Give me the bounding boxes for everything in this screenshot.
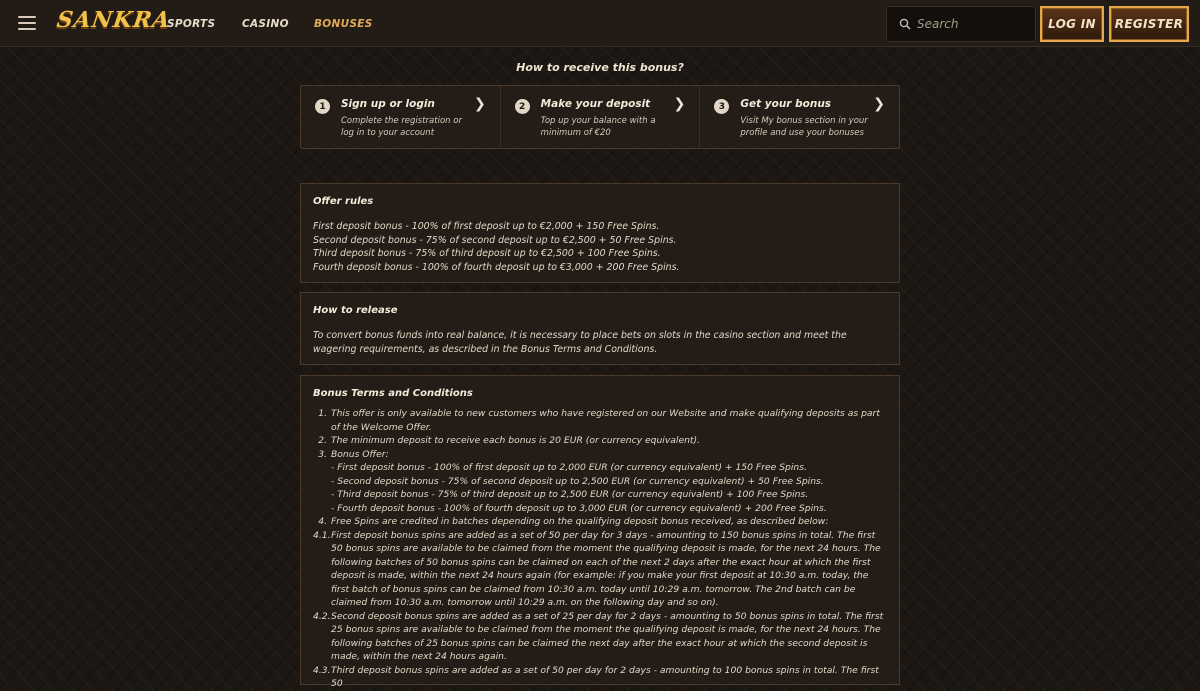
item-number: 4.2. xyxy=(313,610,331,622)
step-description: Visit My bonus section in your profile and use your bonuses xyxy=(740,116,868,138)
how-to-release-text: To convert bonus funds into real balance, it is necessary to place bets on slots in the casino section and meet the wagering requirements, as described in the Bonus Terms and Conditions. xyxy=(313,330,847,355)
list-item xyxy=(313,407,887,434)
step-title: Get your bonus xyxy=(740,98,832,110)
item-text: - Third deposit bonus - 75% of third deposit up to 2,500 EUR (or currency equivalent) + 100 Free Spins. xyxy=(331,489,809,500)
step-title: Make your deposit xyxy=(540,98,651,110)
list-item xyxy=(313,515,887,529)
terms-panel xyxy=(300,375,900,689)
step-number: 1 xyxy=(315,99,330,114)
item-text: Free Spins are credited in batches depending on the qualifying deposit bonus received, as described below: xyxy=(331,516,829,527)
how-to-release-title: How to release xyxy=(313,305,398,316)
search-icon xyxy=(899,18,911,30)
item-text: The minimum deposit to receive each bonus is 20 EUR (or currency equivalent). xyxy=(331,435,701,446)
terms-title: Bonus Terms and Conditions xyxy=(313,388,473,399)
logo[interactable]: SANKRA xyxy=(55,7,173,33)
offer-rule-line: Fourth deposit bonus - 100% of fourth deposit up to €3,000 + 200 Free Spins. xyxy=(313,261,680,273)
search-box[interactable] xyxy=(886,6,1036,42)
terms-list xyxy=(313,407,887,691)
step-number: 3 xyxy=(714,99,729,114)
nav-bonuses[interactable]: BONUSES xyxy=(314,18,373,30)
step-2[interactable] xyxy=(501,86,701,148)
item-text: Bonus Offer: xyxy=(331,448,389,460)
how-to-release-panel xyxy=(300,292,900,365)
item-number: 2. xyxy=(318,435,327,446)
step-description: Top up your balance with a minimum of €20 xyxy=(540,116,656,138)
step-number: 2 xyxy=(515,99,530,114)
list-item xyxy=(313,461,887,475)
item-number: 3. xyxy=(318,448,327,460)
item-number: 4.3. xyxy=(313,664,331,676)
step-description: Complete the registration or log in to your account xyxy=(341,116,462,138)
menu-icon[interactable] xyxy=(18,14,36,32)
offer-rule-line: First deposit bonus - 100% of first deposit up to €2,000 + 150 Free Spins. xyxy=(313,221,660,232)
item-text: - Fourth deposit bonus - 100% of fourth deposit up to 3,000 EUR (or currency equivalent) + 200 Free Spins. xyxy=(331,502,827,514)
item-number: 1. xyxy=(318,408,327,419)
step-title: Sign up or login xyxy=(341,98,435,110)
nav-sports[interactable]: SPORTS xyxy=(167,18,216,30)
how-to-receive-title: How to receive this bonus? xyxy=(516,61,684,74)
offer-rule-line: Second deposit bonus - 75% of second deposit up to €2,500 + 50 Free Spins. xyxy=(313,234,677,246)
offer-rule-line: Third deposit bonus - 75% of third deposit up to €2,500 + 100 Free Spins. xyxy=(313,248,661,259)
item-text: Third deposit bonus spins are added as a set of 50 per day for 2 days - amounting to 100 bonus spins in total. The first 50 xyxy=(331,664,879,689)
steps-panel xyxy=(300,85,900,149)
list-item xyxy=(313,502,887,516)
item-text: - First deposit bonus - 100% of first deposit up to 2,000 EUR (or currency equivalent) + 150 Free Spins. xyxy=(331,462,807,473)
list-item xyxy=(313,664,887,691)
chevron-right-icon: ❯ xyxy=(473,96,486,112)
item-text: This offer is only available to new customers who have registered on our Website and make qualifying deposits as part of the Welcome Offer. xyxy=(331,408,880,433)
item-text: - Second deposit bonus - 75% of second deposit up to 2,500 EUR (or currency equivalent) + 50 Free Spins. xyxy=(331,475,824,487)
top-header xyxy=(0,0,1200,47)
list-item xyxy=(313,529,887,610)
item-text: First deposit bonus spins are added as a set of 50 per day for 3 days - amounting to 150 bonus spins in total. The first 50 bonus spins are available to be claimed from the moment the qualifying deposit is made, for the next 24 hours. The following batches of 50 bonus spins can be claimed on each of the next 2 days after the exact hour at which the first deposit is made, within the next 24 hours again (for example: if you make your first deposit at 10:30 a.m. today, the first batch of bonus spins can be claimed from 10:30 a.m. today until 10:29 a.m. tomorrow. The 2nd batch can be claimed from 10:30 a.m. tomorrow until 10:29 a.m. on the following day and so on). xyxy=(331,529,881,608)
chevron-right-icon: ❯ xyxy=(873,96,886,112)
step-3[interactable] xyxy=(700,86,899,148)
register-button[interactable]: REGISTER xyxy=(1109,6,1189,42)
nav-casino[interactable]: CASINO xyxy=(242,18,289,30)
list-item xyxy=(313,610,887,664)
chevron-right-icon: ❯ xyxy=(673,96,686,112)
step-1[interactable] xyxy=(301,86,501,148)
item-number: 4. xyxy=(318,516,327,527)
list-item xyxy=(313,475,887,489)
list-item xyxy=(313,488,887,502)
login-button[interactable]: LOG IN xyxy=(1040,6,1104,42)
item-text: Second deposit bonus spins are added as a set of 25 per day for 2 days - amounting to 50 bonus spins in total. The first 25 bonus spins are available to be claimed from the moment the qualifying deposit is made, for the next 24 hours. The following batches of 25 bonus spins can be claimed the next day after the exact hour at which the second deposit is made, within the next 24 hours again. xyxy=(331,610,884,662)
item-number: 4.1. xyxy=(313,529,331,541)
offer-rules-title: Offer rules xyxy=(313,196,374,207)
list-item xyxy=(313,448,887,462)
offer-rules-panel xyxy=(300,183,900,283)
list-item xyxy=(313,434,887,448)
search-input[interactable] xyxy=(917,17,1027,31)
